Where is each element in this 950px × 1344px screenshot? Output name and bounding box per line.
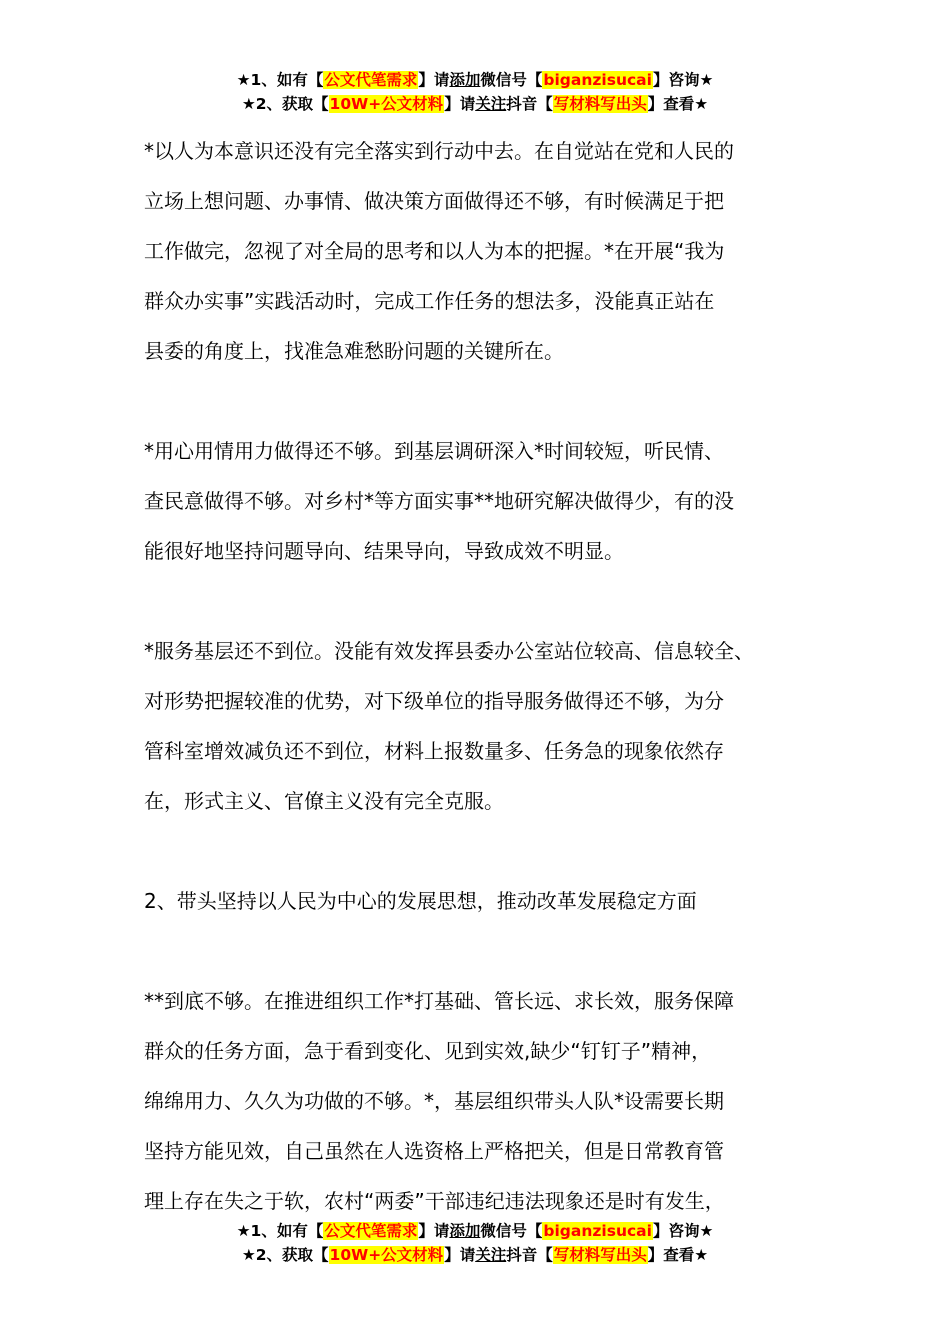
text-line: 立场上想问题、办事情、做决策方面做得还不够，有时候满足于把	[144, 189, 724, 213]
banner-text: 】请	[444, 1246, 476, 1264]
banner-text: 抖音【	[506, 95, 553, 113]
paragraph-1	[144, 126, 834, 376]
banner-text: 】咨询★	[652, 1222, 714, 1240]
text-line: 县委的角度上，找准急难愁盼问题的关键所在。	[144, 339, 564, 363]
banner-text: 抖音【	[506, 1246, 553, 1264]
banner-text: 微信号【	[480, 1222, 543, 1240]
banner-text: 】查看★	[647, 1246, 709, 1264]
banner-highlight: 写材料写出头	[553, 1246, 647, 1264]
text-line: 绵绵用力、久久为功做的不够。*，基层组织带头人队*设需要长期	[144, 1089, 724, 1113]
banner-text: 】请	[444, 95, 476, 113]
text-line: **到底不够。在推进组织工作*打基础、管长远、求长效，服务保障	[144, 989, 734, 1013]
paragraph-5	[144, 976, 834, 1226]
banner-underlined: 添加	[449, 71, 481, 89]
banner-text: 】请	[418, 71, 450, 89]
header-banner	[0, 68, 950, 116]
banner-highlight: biganzisucai	[543, 1222, 652, 1240]
text-line: 坚持方能见效，自己虽然在人选资格上严格把关，但是日常教育管	[144, 1139, 724, 1163]
banner-text: ★2、获取【	[241, 95, 329, 113]
text-line: *以人为本意识还没有完全落实到行动中去。在自觉站在党和人民的	[144, 139, 734, 163]
footer-banner	[0, 1219, 950, 1267]
banner-text: ★1、如有【	[236, 71, 324, 89]
banner-text: 】查看★	[647, 95, 709, 113]
text-line: 群众办实事”实践活动时，完成工作任务的想法多，没能真正站在	[144, 289, 715, 313]
section-heading	[144, 876, 834, 926]
banner-line-2	[0, 1243, 950, 1267]
banner-highlight: biganzisucai	[543, 71, 652, 89]
banner-highlight: 10W+公文材料	[329, 95, 444, 113]
banner-highlight: 10W+公文材料	[329, 1246, 444, 1264]
text-line: 工作做完，忽视了对全局的思考和以人为本的把握。*在开展“我为	[144, 239, 725, 263]
text-line: 群众的任务方面，急于看到变化、见到实效,缺少“钉钉子”精神，	[144, 1039, 712, 1063]
document-body	[144, 126, 834, 1226]
paragraph-3	[144, 626, 834, 826]
text-line: 管科室增效减负还不到位，材料上报数量多、任务急的现象依然存	[144, 739, 724, 763]
text-line: 对形势把握较准的优势，对下级单位的指导服务做得还不够，为分	[144, 689, 724, 713]
text-line: 2、带头坚持以人民为中心的发展思想，推动改革发展稳定方面	[144, 889, 697, 913]
text-line: 理上存在失之于软，农村“两委”干部违纪违法现象还是时有发生，	[144, 1189, 725, 1213]
banner-text: ★2、获取【	[241, 1246, 329, 1264]
banner-line-1	[0, 68, 950, 92]
banner-highlight: 公文代笔需求	[324, 71, 418, 89]
text-line: 能很好地坚持问题导向、结果导向，导致成效不明显。	[144, 539, 624, 563]
banner-line-1	[0, 1219, 950, 1243]
banner-text: 】咨询★	[652, 71, 714, 89]
text-line: 在，形式主义、官僚主义没有完全克服。	[144, 789, 504, 813]
banner-line-2	[0, 92, 950, 116]
text-line: *服务基层还不到位。没能有效发挥县委办公室站位较高、信息较全、	[144, 639, 754, 663]
banner-underlined: 关注	[475, 95, 507, 113]
paragraph-2	[144, 426, 834, 576]
text-line: 查民意做得不够。对乡村*等方面实事**地研究解决做得少，有的没	[144, 489, 734, 513]
banner-text: ★1、如有【	[236, 1222, 324, 1240]
banner-text: 】请	[418, 1222, 450, 1240]
banner-text: 微信号【	[480, 71, 543, 89]
banner-underlined: 关注	[475, 1246, 507, 1264]
banner-highlight: 写材料写出头	[553, 95, 647, 113]
banner-underlined: 添加	[449, 1222, 481, 1240]
text-line: *用心用情用力做得还不够。到基层调研深入*时间较短，听民情、	[144, 439, 724, 463]
banner-highlight: 公文代笔需求	[324, 1222, 418, 1240]
